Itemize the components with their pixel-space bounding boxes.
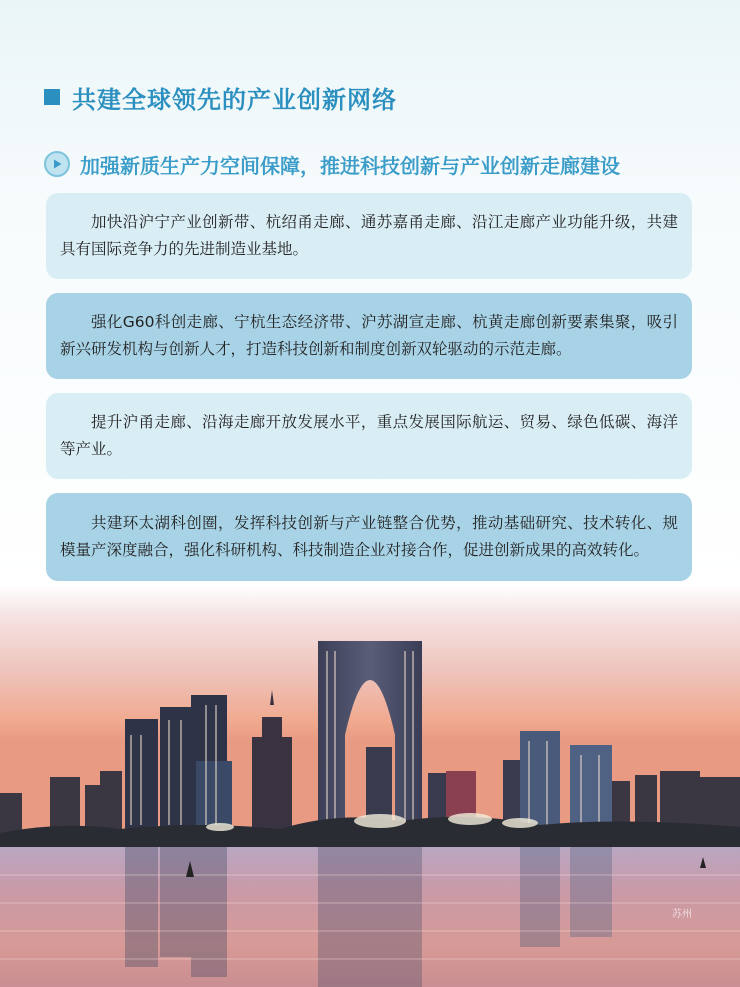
content-card — [46, 193, 692, 279]
photo-caption: 苏州 — [672, 909, 692, 920]
sub-heading — [44, 148, 620, 180]
card-text: 加快沿沪宁产业创新带、杭绍甬走廊、通苏嘉甬走廊、沿江走廊产业功能升级，共建具有国际竞争力的先进制造业基地。 — [60, 213, 678, 258]
content-card — [46, 293, 692, 379]
card-text: 提升沪甬走廊、沿海走廊开放发展水平，重点发展国际航运、贸易、绿色低碳、海洋等产业。 — [60, 413, 678, 458]
card-text: 强化G60科创走廊、宁杭生态经济带、沪苏湖宣走廊、杭黄走廊创新要素集聚，吸引新兴研发机构与创新人才，打造科技创新和制度创新双轮驱动的示范走廊。 — [60, 313, 678, 358]
content-card — [46, 493, 692, 581]
section-heading — [44, 80, 397, 114]
section-title: 共建全球领先的产业创新网络 — [72, 85, 397, 114]
sub-heading-text: 加强新质生产力空间保障，推进科技创新与产业创新走廊建设 — [80, 153, 620, 178]
play-circle-icon — [44, 151, 70, 177]
content-card — [46, 393, 692, 479]
city-skyline-photo — [0, 585, 740, 987]
card-text: 共建环太湖科创圈，发挥科技创新与产业链整合优势，推动基础研究、技术转化、规模量产深度融合，强化科研机构、科技制造企业对接合作，促进创新成果的高效转化。 — [60, 514, 678, 559]
square-bullet-icon — [44, 89, 60, 105]
